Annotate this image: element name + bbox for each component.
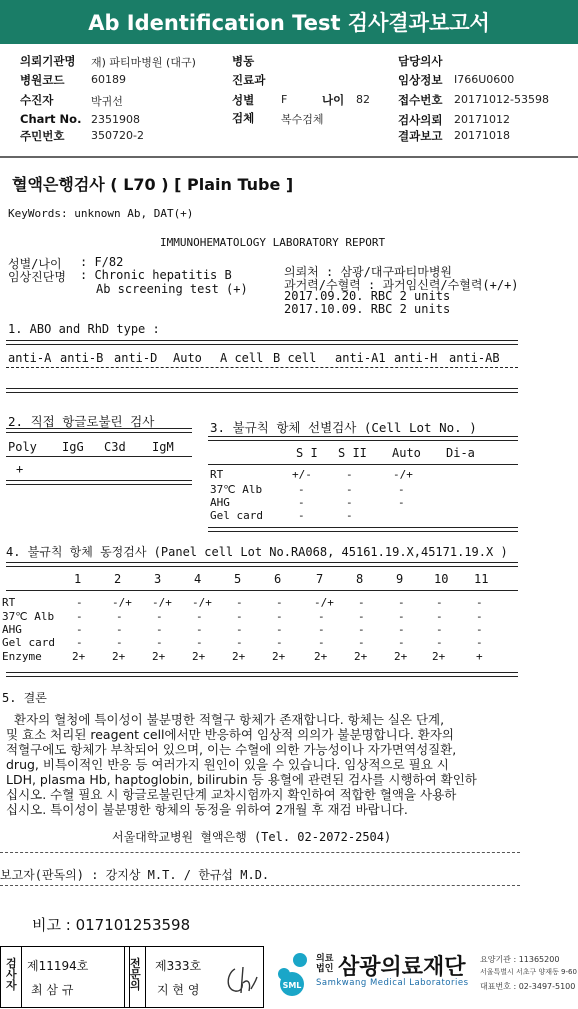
conclusion-line: 십시오. 수혈 필요 시 항글로불린단계 교차시험까지 확인하여 적합한 혈액을 사용하 [6, 787, 457, 802]
report-header [0, 0, 578, 44]
conclusion-line: 십시오. 특이성이 불분명한 항체의 동정을 위하여 2개월 후 재검 바랍니다. [6, 802, 408, 817]
screening-row-label: 37℃ Alb [210, 483, 263, 496]
panel-title: 4. 불규칙 항체 동정검사 (Panel cell Lot No.RA068, 45161.19.X,45171.19.X ) [6, 545, 508, 559]
panel-cell: - [436, 610, 443, 623]
panel-cell: - [358, 623, 365, 636]
panel-cell: 2+ [232, 650, 246, 663]
abo-col: anti-H [394, 351, 438, 365]
panel-col-header: 1 [74, 572, 82, 586]
remarks [32, 914, 190, 935]
contact-address: 서울특별시 서초구 양재동 9-60 [480, 968, 577, 976]
abo-col: Auto [173, 351, 202, 365]
panel-cell: - [116, 610, 123, 623]
panel-cell: - [398, 636, 405, 649]
panel-cell: - [76, 623, 83, 636]
panel-row-label: RT [2, 596, 16, 609]
panel-cell: - [236, 610, 243, 623]
panel-cell: - [318, 623, 325, 636]
diagnosis-label: 임상진단명 [8, 270, 66, 284]
rule [6, 456, 192, 457]
contact-phone: 대표번호 : 02-3497-5100 [480, 982, 576, 991]
signature-scribble [221, 963, 259, 997]
info-value: 20171018 [454, 129, 510, 142]
info-label: 검체 [232, 111, 255, 125]
panel-row-label: AHG [2, 623, 22, 636]
info-label: Chart No. [20, 112, 82, 126]
screening-title: 3. 불규칙 항체 선별검사 (Cell Lot No. ) [210, 420, 477, 435]
rule [6, 428, 192, 433]
dat-value: + [16, 462, 24, 476]
rule [0, 885, 520, 886]
panel-col-header: 4 [194, 572, 202, 586]
panel-cell: - [76, 636, 83, 649]
panel-cell: -/+ [112, 596, 132, 609]
panel-cell: - [76, 596, 83, 609]
panel-cell: - [398, 623, 405, 636]
dat-col: C3d [104, 440, 126, 454]
panel-cell: - [436, 596, 443, 609]
info-label: 진료과 [232, 73, 266, 87]
specialist-vlabel: 전 문 의 [130, 957, 141, 992]
info-label: 병원코드 [20, 73, 65, 87]
panel-row-label: 37℃ Alb [2, 610, 55, 623]
examiner-license: 제11194호 [27, 959, 89, 973]
dat-title: 2. 직접 항글로불린 검사 [8, 414, 155, 429]
examiner-name: 최 삼 규 [31, 983, 74, 997]
abo-title: 1. ABO and RhD type : [8, 322, 160, 336]
screening-cell: - [298, 509, 305, 522]
panel-cell: - [156, 623, 163, 636]
rule [6, 367, 518, 368]
info-value: 20171012-53598 [454, 93, 549, 106]
panel-cell: - [196, 623, 203, 636]
panel-row-label: Enzyme [2, 650, 42, 663]
info-label: 수진자 [20, 93, 54, 107]
specialist-license: 제333호 [155, 959, 202, 973]
panel-col-header: 3 [154, 572, 162, 586]
contact-code: 요양기관 : 11365200 [480, 955, 560, 964]
section-title: 혈액은행검사 ( L70 ) [ Plain Tube ] [12, 175, 294, 194]
rule [6, 480, 192, 485]
panel-cell: -/+ [152, 596, 172, 609]
brand-name: 삼광의료재단 [338, 955, 466, 980]
specialist-signature-box [124, 946, 264, 1008]
rule [6, 340, 518, 345]
screening-cell: -/+ [393, 468, 413, 481]
info-label: 성별 [232, 93, 255, 107]
brand-en: Samkwang Medical Laboratories [316, 978, 469, 988]
rule [208, 464, 518, 465]
screening-col: S II [338, 446, 367, 460]
info-label: 의뢰기관명 [20, 54, 76, 68]
panel-cell: 2+ [112, 650, 126, 663]
keywords: KeyWords: unknown Ab, DAT(+) [8, 207, 194, 220]
panel-cell: - [116, 623, 123, 636]
panel-col-header: 11 [474, 572, 489, 586]
sml-logo-icon [270, 950, 314, 998]
rule [208, 527, 518, 532]
rule [6, 672, 518, 677]
screening-cell: - [346, 483, 353, 496]
info-label: 주민번호 [20, 129, 65, 143]
screening-cell: - [398, 483, 405, 496]
report-title: Ab Identification Test 검사결과보고서 [88, 11, 490, 35]
brand-small: 의료 법인 [316, 954, 334, 974]
panel-cell: - [196, 636, 203, 649]
panel-col-header: 7 [316, 572, 324, 586]
conclusion-text [6, 712, 522, 817]
age-label: 나이 [322, 93, 345, 107]
panel-cell: - [276, 636, 283, 649]
panel-cell: -/+ [314, 596, 334, 609]
panel-cell: - [476, 610, 483, 623]
panel-cell: - [318, 610, 325, 623]
abo-col: anti-A1 [335, 351, 386, 365]
dat-col: IgM [152, 440, 174, 454]
panel-cell: - [156, 610, 163, 623]
panel-cell: 2+ [152, 650, 166, 663]
screening-cell: +/- [292, 468, 312, 481]
info-value: 350720-2 [91, 129, 144, 142]
panel-cell: - [276, 596, 283, 609]
panel-cell: 2+ [192, 650, 206, 663]
panel-col-header: 5 [234, 572, 242, 586]
requester: 의뢰처 : 삼광/대구파티마병원 [284, 265, 453, 279]
sex-age-label: 성별/나이 [8, 257, 62, 271]
screening-cell: - [346, 496, 353, 509]
panel-cell: - [398, 610, 405, 623]
screening-cell: - [298, 496, 305, 509]
info-value: 재) 파티마병원 (대구) [91, 56, 196, 69]
examiner-vlabel: 검 사 자 [6, 957, 17, 992]
dat-col: Poly [8, 440, 37, 454]
panel-row-label: Gel card [2, 636, 55, 649]
info-value: F [281, 93, 288, 106]
abo-col: A cell [220, 351, 264, 365]
panel-cell: - [476, 596, 483, 609]
screening-row-label: AHG [210, 496, 230, 509]
panel-cell: - [196, 610, 203, 623]
info-label: 병동 [232, 54, 255, 68]
panel-cell: - [116, 636, 123, 649]
rule [0, 852, 520, 853]
sex-age-value: : F/82 [80, 255, 124, 269]
info-divider [0, 156, 578, 158]
panel-cell: 2+ [394, 650, 408, 663]
panel-cell: - [276, 623, 283, 636]
screening-cell: - [346, 468, 353, 481]
panel-cell: -/+ [192, 596, 212, 609]
panel-cell: 2+ [314, 650, 328, 663]
abo-col: anti-D [114, 351, 158, 365]
diagnosis-1: : Chronic hepatitis B [80, 268, 232, 282]
panel-cell: 2+ [354, 650, 368, 663]
panel-col-header: 8 [356, 572, 364, 586]
specialist-name: 지 현 영 [157, 983, 200, 997]
info-label: 결과보고 [398, 129, 443, 143]
reporter: 보고자(판독의) : 강지상 M.T. / 한규섭 M.D. [0, 868, 270, 882]
info-value: 2351908 [91, 113, 140, 126]
history-1: 2017.09.20. RBC 2 units [284, 289, 451, 303]
info-label: 접수번호 [398, 93, 443, 107]
screening-col: Auto [392, 446, 421, 460]
info-label: 임상정보 [398, 73, 443, 87]
panel-cell: 2+ [272, 650, 286, 663]
svg-text:SML: SML [282, 981, 302, 990]
panel-cell: - [236, 636, 243, 649]
info-label: 담당의사 [398, 54, 443, 68]
rule [6, 562, 518, 567]
remarks-value: 017101253598 [75, 916, 191, 934]
info-value: 60189 [91, 73, 126, 86]
abo-col: B cell [273, 351, 317, 365]
conclusion-line: 및 효소 처리된 reagent cell에서만 반응하여 임상적 의의가 불분명합니다. 환자의 [6, 727, 455, 742]
rule [6, 590, 518, 591]
abo-col: anti-A [8, 351, 52, 365]
panel-cell: - [358, 636, 365, 649]
age-value: 82 [356, 93, 370, 106]
history-label: 과거력/수혈력 : 과거임신력/수혈력(+/+) [284, 278, 519, 292]
rule [6, 388, 518, 393]
panel-cell: - [436, 623, 443, 636]
info-value: 복수검체 [281, 113, 324, 126]
screening-cell: - [398, 496, 405, 509]
conclusion-title: 5. 결론 [2, 691, 47, 705]
conclusion-line: 환자의 혈청에 특이성이 불분명한 적혈구 항체가 존재합니다. 항체는 실온 단계, [14, 712, 445, 727]
panel-col-header: 2 [114, 572, 122, 586]
panel-cell: - [276, 610, 283, 623]
conclusion-line: 적혈구에도 항체가 부착되어 있으며, 이는 수혈에 의한 가능성이나 자가면역성질환, [6, 742, 457, 757]
screening-cell: - [298, 483, 305, 496]
info-label: 검사의뢰 [398, 113, 443, 127]
screening-col: S I [296, 446, 318, 460]
panel-cell: - [358, 610, 365, 623]
screening-col: Di-a [446, 446, 475, 460]
info-value: 박귀선 [91, 95, 123, 108]
panel-cell: - [358, 596, 365, 609]
panel-cell: - [76, 610, 83, 623]
panel-cell: - [436, 636, 443, 649]
diagnosis-2: Ab screening test (+) [96, 282, 248, 296]
remarks-label: 비고 : [32, 916, 71, 934]
abo-col: anti-AB [449, 351, 500, 365]
panel-col-header: 10 [434, 572, 449, 586]
screening-cell: - [346, 509, 353, 522]
conclusion-line: LDH, plasma Hb, haptoglobin, bilirubin 등 용혈에 관련된 검사를 시행하여 확인하 [6, 772, 477, 787]
panel-cell: 2+ [432, 650, 446, 663]
panel-cell: - [318, 636, 325, 649]
screening-row-label: Gel card [210, 509, 263, 522]
panel-cell: - [236, 623, 243, 636]
institution: 서울대학교병원 혈액은행 (Tel. 02-2072-2504) [112, 830, 392, 844]
history-2: 2017.10.09. RBC 2 units [284, 302, 451, 316]
panel-cell: - [398, 596, 405, 609]
info-value: 20171012 [454, 113, 510, 126]
lab-report-title: IMMUNOHEMATOLOGY LABORATORY REPORT [160, 236, 386, 249]
abo-col: anti-B [60, 351, 104, 365]
dat-col: IgG [62, 440, 84, 454]
panel-cell: - [156, 636, 163, 649]
panel-cell: - [236, 596, 243, 609]
panel-col-header: 6 [274, 572, 282, 586]
panel-col-header: 9 [396, 572, 404, 586]
panel-cell: - [476, 636, 483, 649]
panel-cell: 2+ [72, 650, 86, 663]
rule [208, 436, 518, 441]
conclusion-line: drug, 비특이적인 반응 등 여러가지 원인이 있을 수 있습니다. 임상적으로 필요 시 [6, 757, 449, 772]
panel-cell: - [476, 623, 483, 636]
screening-row-label: RT [210, 468, 224, 481]
info-value: I766U0600 [454, 73, 515, 86]
examiner-signature-box [0, 946, 130, 1008]
panel-cell: + [476, 650, 483, 663]
